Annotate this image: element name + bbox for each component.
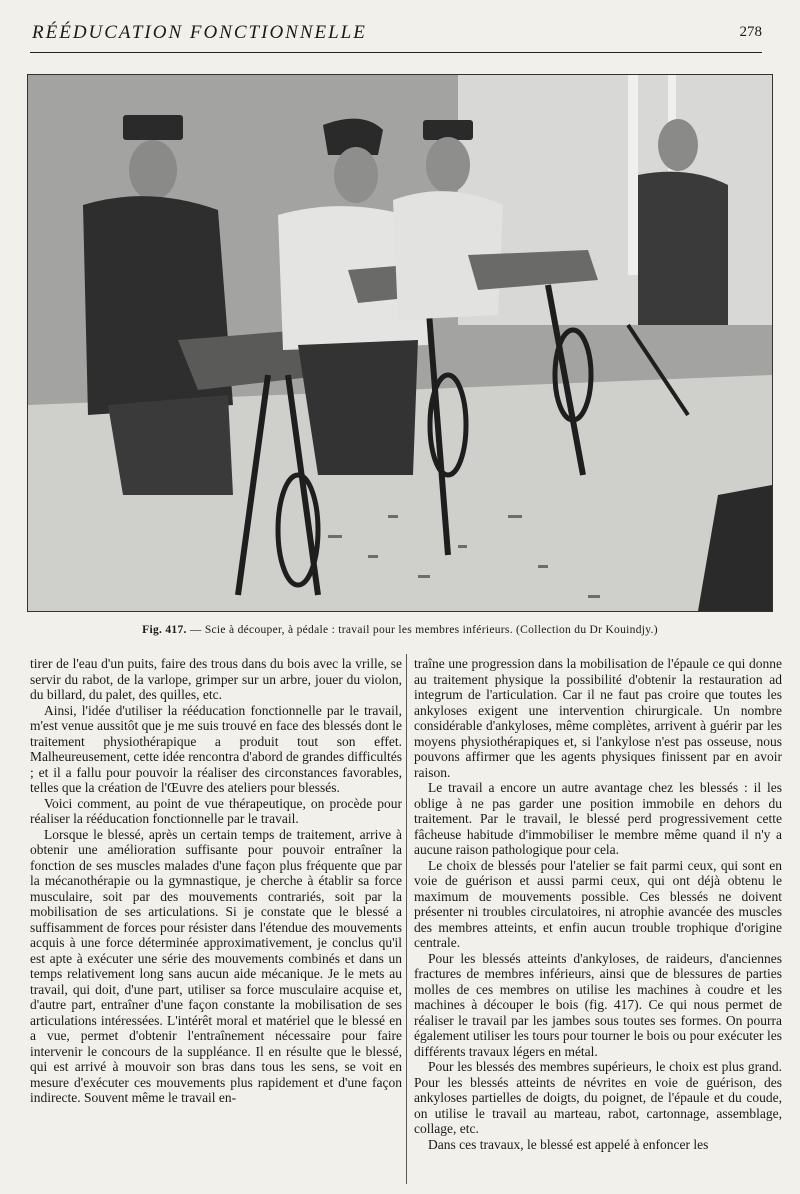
paragraph: Le choix de blessés pour l'atelier se fait parmi ceux, qui sont en voie de guérison et aussi parmi ceux, qui ont déjà obtenu le maximum de mouvements possible. Ces blessés ne doivent présenter ni troubles circulatoires, ni atrophie avancée des muscles des membres atteints, et enfin aucun trouble trophique d'origine centrale. xyxy=(414,857,782,950)
paragraph: Ainsi, l'idée d'utiliser la rééducation fonctionnelle par le travail, m'est venue aussitôt que je me suis trouvé en face des blessés dont le traitement physiothérapique a produit tout son effet. Malheureusement, cette idée rencontra d'abord de grandes difficultés ; et il a fallu pour pouvoir la réaliser des circonstances favorables, telles que la création de l'Œuvre des ateliers pour blessés. xyxy=(30,702,402,795)
page-header xyxy=(30,18,762,53)
paragraph: Voici comment, au point de vue thérapeutique, on procède pour réaliser la rééducation fonctionnelle par le travail. xyxy=(30,795,402,826)
figure-caption-text: — Scie à découper, à pédale : travail pour les membres inférieurs. xyxy=(186,624,513,636)
running-title: RÉÉDUCATION FONCTIONNELLE xyxy=(32,22,367,43)
figure-label: Fig. 417. xyxy=(142,624,187,636)
paragraph: tirer de l'eau d'un puits, faire des trous dans du bois avec la vrille, se servir du rabot, de la varlope, grimper sur un arbre, jouer du violon, du billard, du palet, des quilles, etc. xyxy=(30,656,402,702)
left-column xyxy=(30,656,402,1106)
paragraph: Lorsque le blessé, après un certain temps de traitement, arrive à obtenir une amélioration suffisante pour pouvoir entraîner la fonction de ses muscles malades d'une façon plus fréquente que par la mécanothérapie ou la gymnastique, je cherche à établir sa force musculaire, soit par des mouvements contrariés, soit par la mobilisation de ses articulations. Si je constate que le blessé a suffisamment de forces pour résister dans l'étendue des mouvements acquis à une force déterminée approximativement, je conclus qu'il est apte à exécuter une série des mouvements combinés et dans un temps relativement long sans aucun aide mécanique. Je le mets au travail, qui doit, d'une part, utiliser sa force musculaire acquise et, d'autre part, entraîner d'une façon constante la mobilisation de ses articulations intéressées. L'intérêt moral et matériel que le blessé en a vue, permet d'obtenir l'entraînement nécessaire pour faire intervenir le concours de la suppléance. Il en résulte que le blessé, qui est arrivé à mouvoir son bras dans tous les sens, se voit en mesure d'exécuter ces mouvements plus rapidement et d'une façon indirecte. Souvent même le travail en- xyxy=(30,826,402,1105)
paragraph: Le travail a encore un autre avantage chez les blessés : il les oblige à ne pas garder une position immobile en dehors du traitement. Par le travail, le blessé perd progressivement cette fâcheuse habitude d'immobiliser le membre même quand il n'y a aucune raison pathologique pour cela. xyxy=(414,780,782,857)
column-divider xyxy=(406,654,407,1184)
paragraph: Pour les blessés des membres supérieurs, le choix est plus grand. Pour les blessés atteints de névrites en voie de guérison, des ankyloses partielles de doigts, du poignet, de l'épaule et du coude, on utilise le travail au marteau, rabot, cartonnage, assemblage, collage, etc. xyxy=(414,1059,782,1136)
figure-caption xyxy=(0,624,800,636)
paragraph: Dans ces travaux, le blessé est appelé à enfoncer les xyxy=(428,1136,709,1152)
figure-photograph xyxy=(27,74,773,612)
figure-credit: (Collection du Dr Kouindjy.) xyxy=(512,624,658,636)
page-number: 278 xyxy=(739,24,762,40)
paragraph: Pour les blessés atteints d'ankyloses, de raideurs, d'anciennes fractures de membres inférieurs, ainsi que de blessures de parties molles de ces membres on utilise les machines à coudre et les machines à découper le bois (fig. 417). Ce qui nous permet de réaliser le travail par les jambes sous toutes ses formes. On pourra également utiliser les tours pour tourner le bois ou pour exécuter les différents travaux légers en métal. xyxy=(414,950,782,1059)
right-column xyxy=(414,656,782,1152)
workshop-photo-illustration xyxy=(28,75,772,611)
paragraph: traîne une progression dans la mobilisation de l'épaule ce qui donne au traitement physique la possibilité d'obtenir la restauration ad integrum de l'articulation. Car il ne faut pas croire que toutes les ankyloses exigent une intervention chirurgicale. Un nombre considérable d'ankyloses, même complètes, arrivent à guérir par les moyens physiothérapiques et, si l'ankylose n'est pas osseuse, nous pouvons affirmer que les agents physiques finissent par en avoir raison. xyxy=(414,656,782,780)
